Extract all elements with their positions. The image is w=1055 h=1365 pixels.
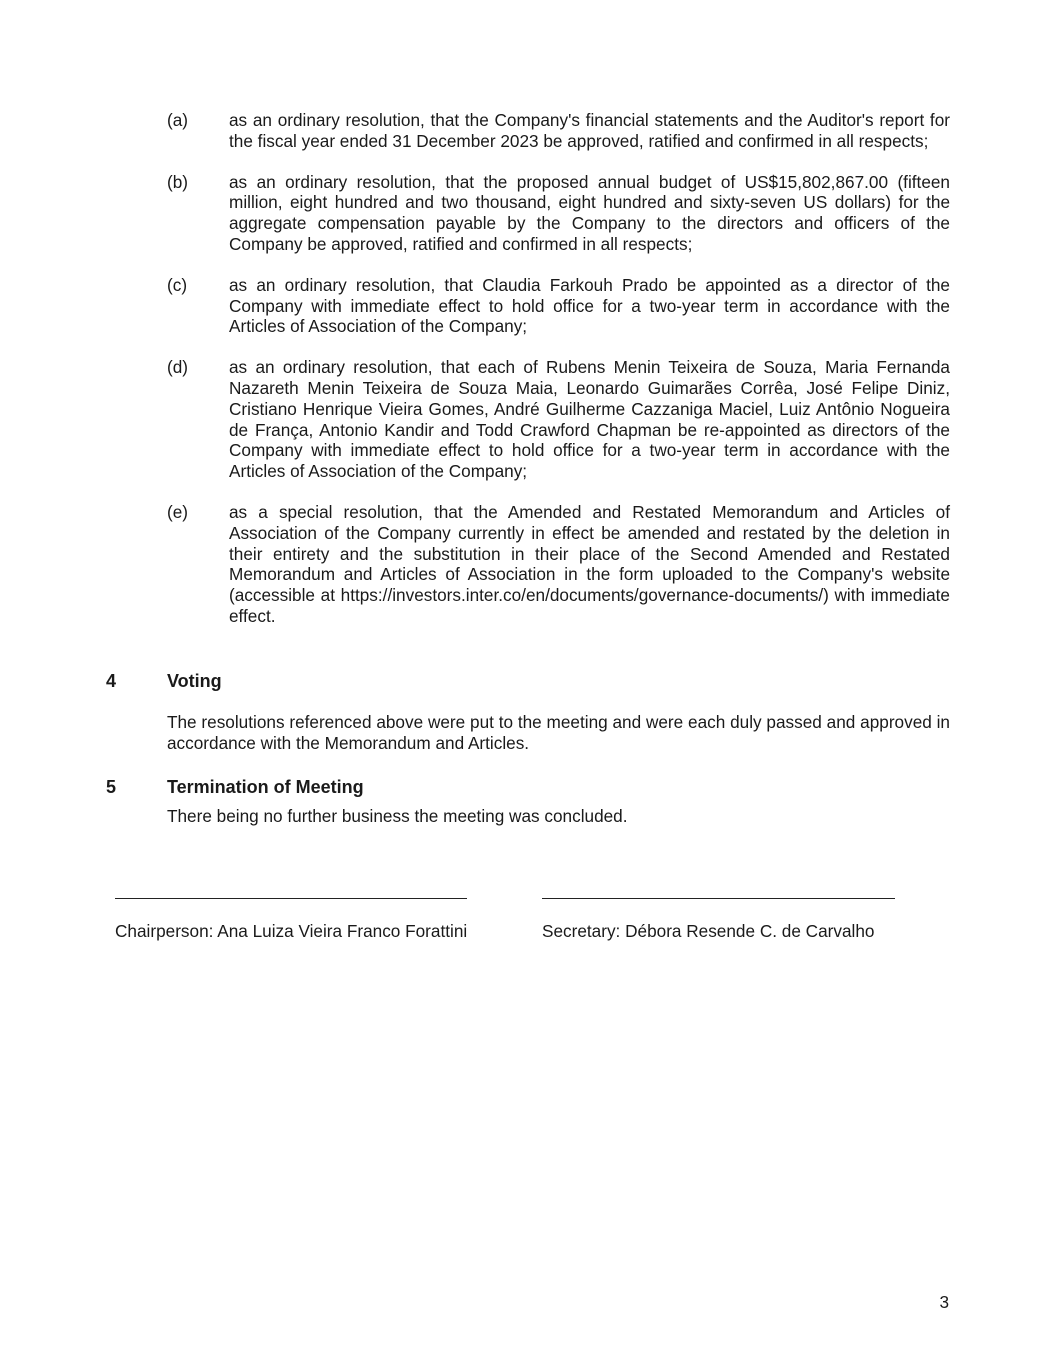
resolution-text: as a special resolution, that the Amended and Restated Memorandum and Articles of Association of the Company currently in effect be amended and restated by the deletion in their entirety and the substitution in their place of the Second Amended and Restated Memorandum and Articles of Association in the form uploaded to the Company's website (accessible at https://investors.inter.co/en/documents/governance-documents/) with immediate effect. bbox=[229, 501, 950, 626]
secretary-signature-line bbox=[542, 898, 895, 899]
resolution-item-e bbox=[167, 502, 950, 627]
section-title: Termination of Meeting bbox=[167, 777, 364, 797]
voting-heading bbox=[106, 670, 950, 692]
resolution-text: as an ordinary resolution, that the Company's financial statements and the Auditor's report for the fiscal year ended 31 December 2023 be approved, ratified and confirmed in all respects; bbox=[229, 110, 950, 151]
resolution-item-a bbox=[167, 110, 950, 152]
secretary-label: Secretary: Débora Resende C. de Carvalho bbox=[542, 921, 875, 941]
resolution-item-b bbox=[167, 172, 950, 255]
section-title: Voting bbox=[167, 671, 222, 691]
resolution-text: as an ordinary resolution, that Claudia Farkouh Prado be appointed as a director of the Company with immediate effect to hold office for a two-year term in accordance with the Articles of Association of the Company; bbox=[229, 274, 950, 337]
resolution-text: as an ordinary resolution, that the proposed annual budget of US$15,802,867.00 (fifteen million, eight hundred and two thousand, eight hundred and sixty-seven US dollars) for the aggregate compensation payable by the Company to the directors and officers of the Company be approved, ratified and confirmed in all respects; bbox=[229, 171, 950, 254]
voting-section bbox=[106, 670, 950, 754]
chairperson-label: Chairperson: Ana Luiza Vieira Franco Forattini bbox=[115, 921, 468, 941]
section-number: 4 bbox=[106, 671, 117, 691]
page-number: 3 bbox=[939, 1292, 949, 1312]
secretary-signature-block bbox=[542, 898, 895, 942]
resolution-letter: (a) bbox=[167, 110, 189, 130]
resolution-text: as an ordinary resolution, that each of Rubens Menin Teixeira de Souza, Maria Fernanda Nazareth Menin Teixeira de Souza Maia, Leonardo Guimarães Corrêa, José Felipe Diniz, Cristiano Henrique Vieira Gomes, André Guilherme Cazzaniga Maciel, Luiz Antônio Nogueira de França, Antonio Kandir and Todd Crawford Chapman be re-appointed as directors of the Company with immediate effect to hold office for a two-year term in accordance with the Articles of Association of the Company; bbox=[229, 357, 950, 482]
resolutions-list bbox=[167, 110, 950, 647]
resolution-item-d bbox=[167, 357, 950, 482]
termination-heading bbox=[106, 776, 950, 798]
resolution-letter: (c) bbox=[167, 274, 188, 295]
chairperson-signature-line bbox=[115, 898, 467, 899]
chairperson-signature-block bbox=[115, 898, 467, 942]
termination-section bbox=[106, 776, 950, 827]
resolution-letter: (e) bbox=[167, 501, 189, 522]
voting-body: The resolutions referenced above were put to the meeting and were each duly passed and approved in accordance with the Memorandum and Articles. bbox=[167, 712, 950, 753]
termination-body: There being no further business the meeting was concluded. bbox=[167, 806, 628, 826]
section-number: 5 bbox=[106, 777, 117, 797]
resolution-letter: (b) bbox=[167, 171, 189, 192]
resolution-letter: (d) bbox=[167, 357, 189, 378]
resolution-item-c bbox=[167, 275, 950, 337]
